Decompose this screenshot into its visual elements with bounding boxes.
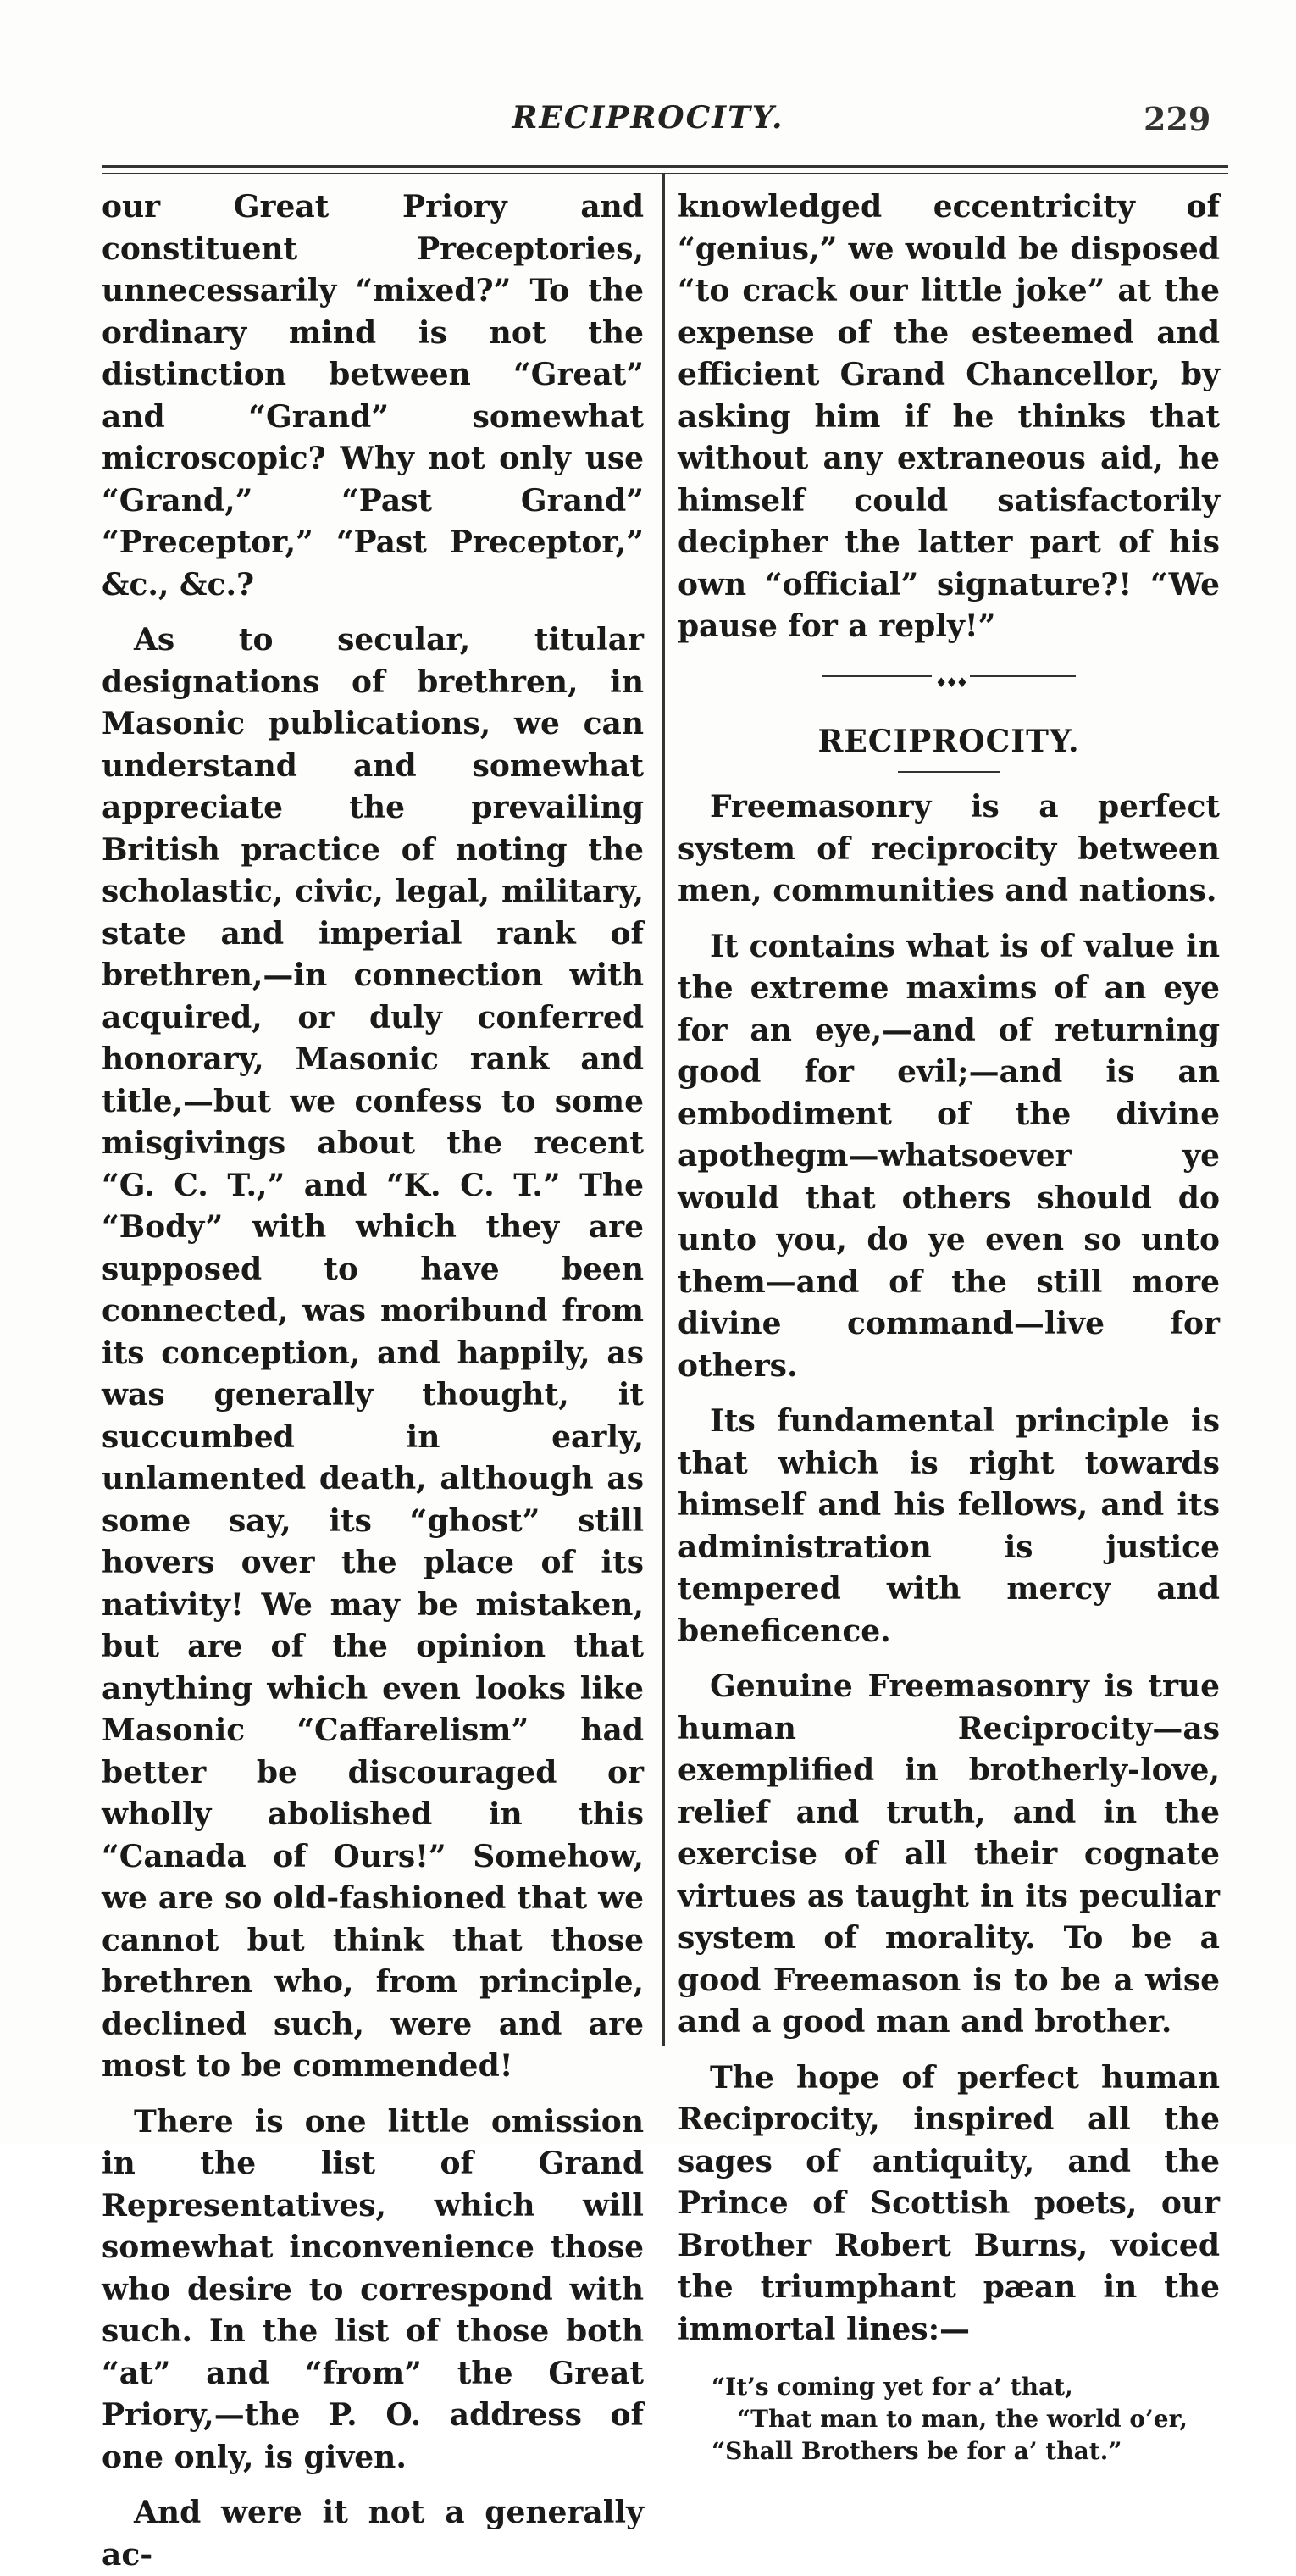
paragraph: Genuine Freemasonry is true human Reciprocity—as exemplified in brotherly-love, relief and truth, and in the exercise of all their cognate virtues as taught in its peculiar system of morality. To be a good Freemason is to be a wise and a good man and brother. [678, 1668, 1220, 2040]
paragraph: And were it not a generally ac- [102, 2495, 644, 2573]
paragraph: knowledged eccentricity of “genius,” we would be disposed “to crack our little joke” at the expense of the esteemed and efficient Grand Chancellor, by asking him if he thinks that without any extraneous aid, he himself could satisfactorily decipher the latter part of his own “official” signature?! “We pause for a reply!” [678, 189, 1220, 644]
header-rule-thin [102, 173, 1228, 174]
verse [678, 2371, 1220, 2468]
section-title: RECIPROCITY. [817, 723, 1080, 759]
verse-line: “It’s coming yet for a’ that, [712, 2373, 1073, 2401]
left-column [102, 186, 644, 2576]
page-number: 229 [1144, 100, 1211, 138]
paragraph: As to secular, titular designations of brethren, in Masonic publications, we can understand and somewhat appreciate the prevailing British practice of noting the scholastic, civic, legal, military, state and imperial rank of brethren,—in connection with acquired, or duly conferred honorary, Masonic rank and title,—but we confess to some misgivings about the recent “G. C. T.,” and “K. C. T.” The “Body” with which they are supposed to have been connected, was moribund from its conception, and happily, as was generally thought, it succumbed in early, unlamented death, although as some say, its “ghost” still hovers over the place of its nativity! We may be mistaken, but are of the opinion that anything which even looks like Masonic “Caffarelism” had better be discouraged or wholly abolished in this “Canada of Ours!” Somehow, we are so old-fashioned that we cannot but think that those brethren who, from principle, declined such, were and are most to be commended! [102, 622, 644, 2084]
right-column [678, 186, 1220, 2468]
title-underline [898, 771, 1000, 773]
verse-line: “That man to man, the world o’er, [737, 2405, 1188, 2433]
paragraph: It contains what is of value in the extreme maxims of an eye for an eye,—and of returning good for evil;—and is an embodiment of the divine apothegm—whatsoever ye would that others should do unto you, do ye even so unto them—and of the still more divine command—live for others. [678, 928, 1220, 1384]
running-head: RECIPROCITY. [512, 100, 784, 136]
verse-line: “Shall Brothers be for a’ that.” [712, 2437, 1122, 2465]
paragraph: There is one little omission in the list of Grand Representatives, which will somewhat inconvenience those who desire to correspond with such. In the list of those both “at” and “from” the Great Priory,—the P. O. address of one only, is given. [102, 2103, 644, 2475]
paragraph: our Great Priory and constituent Preceptories, unnecessarily “mixed?” To the ordinary mind is not the distinction between “Great” and “Grand” somewhat microscopic? Why not only use “Grand,” “Past Grand” “Preceptor,” “Past Preceptor,” &c., &c.? [102, 189, 644, 602]
ornament-divider [822, 674, 1076, 679]
paragraph: Its fundamental principle is that which is right towards himself and his fellows, and its administration is justice tempered with mercy and beneficence. [678, 1403, 1220, 1649]
paragraph: The hope of perfect human Reciprocity, inspired all the sages of antiquity, and the Prince of Scottish poets, our Brother Robert Burns, voiced the triumphant pæan in the immortal lines:— [678, 2059, 1220, 2347]
column-divider [662, 174, 665, 2046]
paragraph: Freemasonry is a perfect system of reciprocity between men, communities and nations. [678, 789, 1220, 908]
header-rule [102, 165, 1228, 168]
